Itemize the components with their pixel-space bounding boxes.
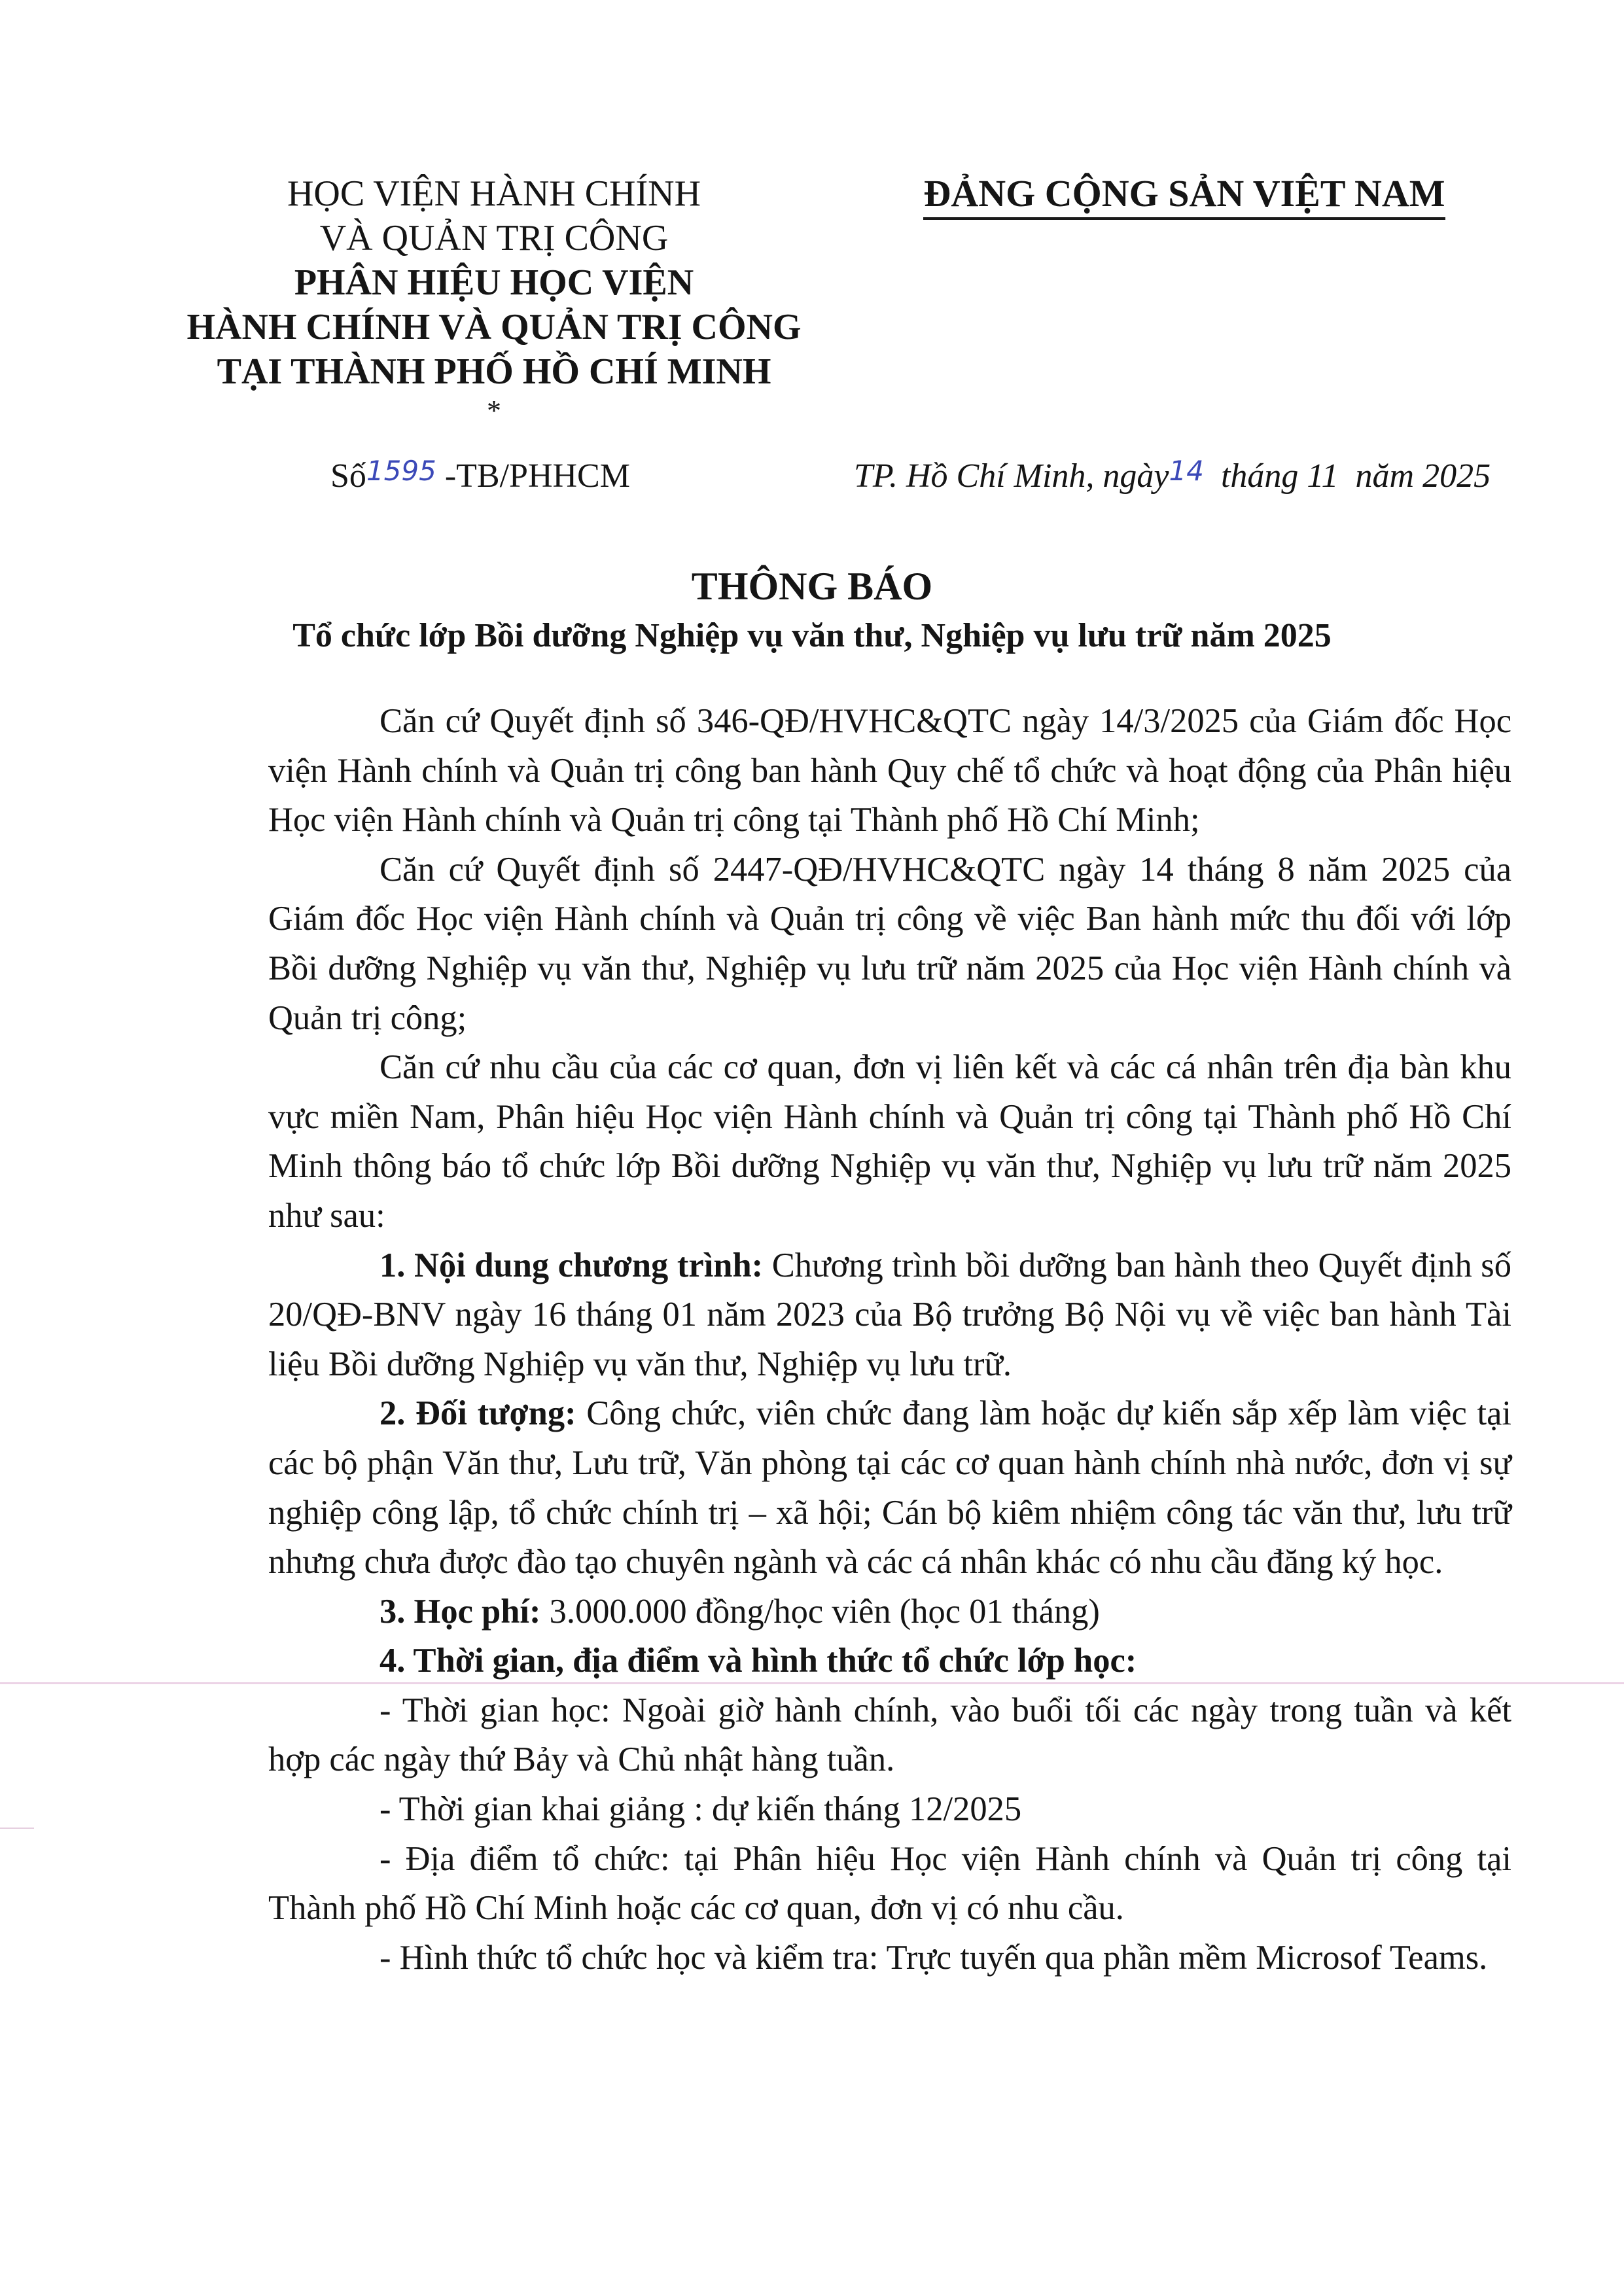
agency-branch-line-1: PHÂN HIỆU HỌC VIỆN	[294, 262, 694, 303]
schedule-item-study-time: - Thời gian học: Ngoài giờ hành chính, vào buổi tối các ngày trong tuần và kết hợp các ngày thứ Bảy và Chủ nhật hàng tuần.	[268, 1691, 1511, 1779]
party-name: ĐẢNG CỘNG SẢN VIỆT NAM	[923, 171, 1445, 220]
issuing-agency-block	[157, 171, 831, 427]
document-number	[330, 448, 630, 499]
reference-date-row	[0, 448, 1624, 494]
section-1-text: Chương trình bồi dưỡng ban hành theo Quyết định số 20/QĐ-BNV ngày 16 tháng 01 năm 2023 của Bộ trưởng Bộ Nội vụ về việc ban hành Tài liệu Bồi dưỡng Nghiệp vụ văn thư, Nghiệp vụ lưu trữ.	[268, 1246, 1511, 1383]
handwritten-day: 14	[1169, 455, 1204, 487]
legal-basis-1: Căn cứ Quyết định số 346-QĐ/HVHC&QTC ngày 14/3/2025 của Giám đốc Học viện Hành chính và Quản trị công ban hành Quy chế tổ chức và hoạt động của Phân hiệu Học viện Hành chính và Quản trị công tại Thành phố Hồ Chí Minh;	[268, 702, 1511, 839]
document-subtitle: Tổ chức lớp Bồi dưỡng Nghiệp vụ văn thư, Nghiệp vụ lưu trữ năm 2025	[292, 617, 1332, 654]
date-rest: tháng 11 năm 2025	[1203, 457, 1491, 495]
document-title: THÔNG BÁO	[691, 565, 933, 608]
section-1-label: 1. Nội dung chương trình:	[380, 1246, 764, 1284]
section-schedule-heading	[268, 1636, 1511, 1686]
agency-branch-line-3: TẠI THÀNH PHỐ HỒ CHÍ MINH	[217, 351, 771, 392]
legal-basis-2: Căn cứ Quyết định số 2447-QĐ/HVHC&QTC ngày 14 tháng 8 năm 2025 của Giám đốc Học viện Hành chính và Quản trị công về việc Ban hành mức thu đối với lớp Bồi dưỡng Nghiệp vụ văn thư, Nghiệp vụ lưu trữ năm 2025 của Học viện Hành chính và Quản trị công;	[268, 850, 1511, 1037]
section-3-label: 3. Học phí:	[380, 1592, 541, 1631]
star-separator-icon: *	[487, 395, 501, 427]
agency-parent-line-2: VÀ QUẢN TRỊ CÔNG	[319, 218, 669, 258]
section-4-label: 4. Thời gian, địa điểm và hình thức tổ chức lớp học:	[380, 1642, 1137, 1680]
schedule-item-opening: - Thời gian khai giảng : dự kiến tháng 12/2025	[380, 1790, 1022, 1829]
date-prefix: TP. Hồ Chí Minh, ngày	[854, 457, 1169, 495]
place-and-date	[854, 448, 1491, 499]
section-3-text: 3.000.000 đồng/học viên (học 01 tháng)	[540, 1592, 1100, 1631]
scan-artifact-mark	[0, 1828, 34, 1829]
section-2-text: Công chức, viên chức đang làm hoặc dự kiến sắp xếp làm việc tại các bộ phận Văn thư, Lưu trữ, Văn phòng tại các cơ quan hành chính nhà nước, đơn vị sự nghiệp công lập, tổ chức chính trị – xã hội; Cán bộ kiêm nhiệm công tác văn thư, lưu trữ nhưng chưa được đào tạo chuyên ngành và các cá nhân khác có nhu cầu đăng ký học.	[268, 1394, 1511, 1581]
legal-basis-3: Căn cứ nhu cầu của các cơ quan, đơn vị liên kết và các cá nhân trên địa bàn khu vực miền Nam, Phân hiệu Học viện Hành chính và Quản trị công tại Thành phố Hồ Chí Minh thông báo tổ chức lớp Bồi dưỡng Nghiệp vụ văn thư, Nghiệp vụ lưu trữ năm 2025 như sau:	[268, 1048, 1511, 1235]
document-body	[268, 697, 1511, 1983]
handwritten-number: 1595	[366, 455, 436, 487]
section-target-audience	[268, 1389, 1511, 1587]
section-program-content	[268, 1241, 1511, 1390]
document-number-prefix: Số	[330, 457, 366, 495]
party-heading-block	[883, 171, 1485, 220]
scan-artifact-line	[0, 1682, 1624, 1684]
agency-branch-line-2: HÀNH CHÍNH VÀ QUẢN TRỊ CÔNG	[186, 307, 802, 347]
section-2-label: 2. Đối tượng:	[380, 1394, 576, 1433]
agency-parent-line-1: HỌC VIỆN HÀNH CHÍNH	[287, 173, 701, 214]
document-number-suffix: -TB/PHHCM	[436, 457, 630, 495]
schedule-item-location: - Địa điểm tổ chức: tại Phân hiệu Học viện Hành chính và Quản trị công tại Thành phố Hồ Chí Minh hoặc các cơ quan, đơn vị có nhu cầu.	[268, 1839, 1511, 1928]
schedule-item-format: - Hình thức tổ chức học và kiểm tra: Trực tuyến qua phần mềm Microsof Teams.	[380, 1938, 1488, 1977]
section-tuition	[268, 1587, 1511, 1637]
